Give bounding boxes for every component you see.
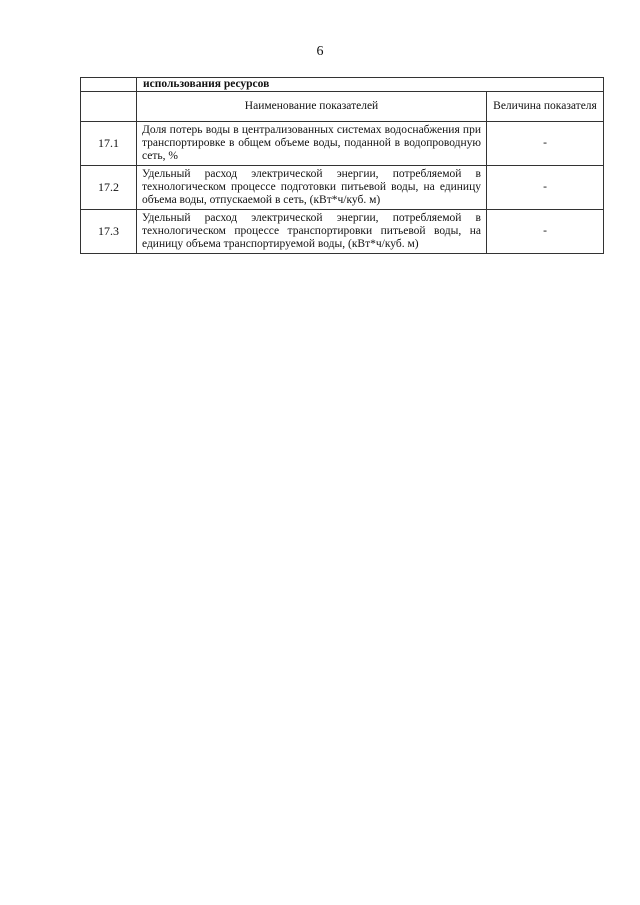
indicators-table [80, 77, 604, 254]
header-num-cell [81, 92, 137, 122]
row-number: 17.2 [81, 166, 137, 210]
section-title: использования ресурсов [137, 78, 604, 92]
header-indicator-name: Наименование показателей [137, 92, 487, 122]
row-description: Удельный расход электрической энергии, потребляемой в технологическом процессе подготовки питьевой воды, на единицу объема воды, отпускаемой в сеть, (кВт*ч/куб. м) [137, 166, 487, 210]
row-number: 17.1 [81, 122, 137, 166]
table-row [81, 210, 604, 254]
table-row [81, 122, 604, 166]
row-description: Доля потерь воды в централизованных системах водоснабжения при транспортировке в общем объеме воды, поданной в водопроводную сеть, % [137, 122, 487, 166]
section-num-cell [81, 78, 137, 92]
page-number: 6 [316, 44, 324, 59]
table-header-row [81, 92, 604, 122]
row-value: - [487, 122, 604, 166]
section-row [81, 78, 604, 92]
row-description: Удельный расход электрической энергии, потребляемой в технологическом процессе транспортировки питьевой воды, на единицу объема транспортируемой воды, (кВт*ч/куб. м) [137, 210, 487, 254]
row-value: - [487, 166, 604, 210]
header-indicator-value: Величина показателя [487, 92, 604, 122]
row-value: - [487, 210, 604, 254]
table-row [81, 166, 604, 210]
row-number: 17.3 [81, 210, 137, 254]
